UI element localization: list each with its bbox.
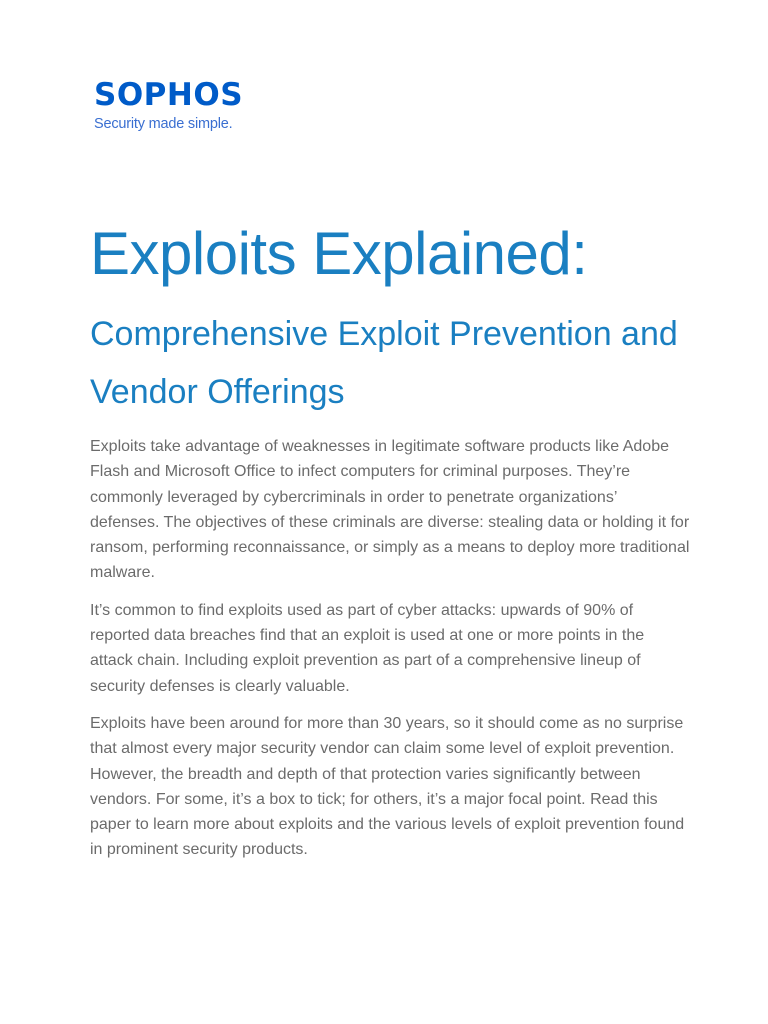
paragraph-1: Exploits take advantage of weaknesses in legitimate software products like Adobe Flash and Microsoft Office to infect computers for criminal purposes. They’re commonly leveraged by cybercriminals in order to penetrate organizations’ defenses. The objectives of these criminals are diverse: stealing data or holding it for ransom, performing reconnaissance, or simply as a means to deploy more traditional malware. — [90, 438, 690, 582]
paragraph-2: It’s common to find exploits used as part of cyber attacks: upwards of 90% of reported data breaches find that an exploit is used at one or more points in the attack chain. Including exploit prevention as part of a comprehensive lineup of security defenses is clearly valuable. — [90, 601, 645, 695]
logo-wordmark: SOPHOS — [94, 77, 244, 113]
page-subtitle: Comprehensive Exploit Prevention and Vendor Offerings — [90, 315, 678, 411]
logo-tagline: Security made simple. — [94, 116, 233, 132]
sophos-logo — [94, 78, 294, 133]
page-title: Exploits Explained: — [90, 220, 588, 287]
paragraph-3: Exploits have been around for more than 30 years, so it should come as no surprise that almost every major security vendor can claim some level of exploit prevention. However, the breadth and depth of that protection varies significantly between vendors. For some, it’s a box to tick; for others, it’s a major focal point. Read this paper to learn more about exploits and the various levels of exploit prevention found in prominent security products. — [90, 714, 685, 859]
body-copy — [90, 434, 690, 875]
